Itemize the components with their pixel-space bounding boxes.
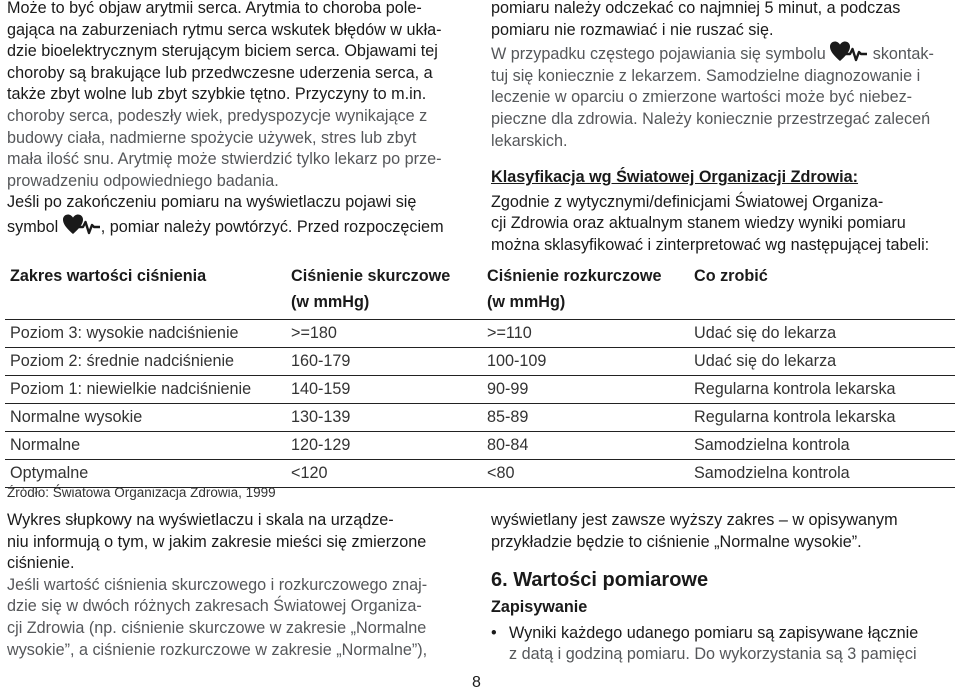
text-fragment: Samodzielne diagnozowanie i bbox=[706, 66, 921, 85]
text-fragment: , pomiar należy powtórzyć. Przed rozpoczęciem bbox=[100, 217, 444, 236]
column-header-systolic: Ciśnienie skurczowe (w mmHg) bbox=[286, 258, 482, 320]
classification-heading: Klasyfikacja wg Światowej Organizacji Zdrowia: bbox=[491, 168, 859, 187]
left-top-column bbox=[7, 0, 477, 239]
cell-range: Poziom 3: wysokie nadciśnienie bbox=[5, 320, 286, 348]
cell-action: Samodzielna kontrola bbox=[689, 432, 955, 460]
cell-diastolic: 85-89 bbox=[482, 404, 689, 432]
table-row bbox=[5, 320, 955, 348]
text-line: dzie się w dwóch różnych zakresach Światowej Organiza- bbox=[7, 597, 422, 616]
text-line: Jeśli wartość ciśnienia skurczowego i rozkurczowego znaj- bbox=[7, 575, 428, 594]
cell-diastolic: 90-99 bbox=[482, 376, 689, 404]
text-line: także zbyt wolne lub zbyt szybkie tętno. Przyczyny to m.in. bbox=[7, 85, 427, 104]
cell-systolic: 160-179 bbox=[286, 348, 482, 376]
text-fragment: skontak- bbox=[872, 45, 934, 64]
left-bottom-column bbox=[7, 510, 477, 661]
heart-arrhythmia-icon bbox=[830, 41, 868, 63]
heart-arrhythmia-icon bbox=[63, 214, 101, 236]
text-line: ciśnienie. bbox=[7, 554, 75, 573]
text-line: Zgodnie z wytycznymi/definicjami Światowej Organiza- bbox=[491, 192, 884, 211]
table-row bbox=[5, 348, 955, 376]
table-source-note: Źródło: Światowa Organizacja Zdrowia, 1999 bbox=[7, 485, 276, 500]
cell-diastolic: <80 bbox=[482, 460, 689, 488]
cell-systolic: 120-129 bbox=[286, 432, 482, 460]
cell-diastolic: 100-109 bbox=[482, 348, 689, 376]
bullet-list bbox=[491, 623, 956, 666]
blood-pressure-classification-table bbox=[5, 258, 955, 488]
cell-range: Optymalne bbox=[5, 460, 286, 488]
text-line: choroby są brakujące lub przedwczesne uderzenia serca, a bbox=[7, 63, 433, 82]
section-title: 6. Wartości pomiarowe bbox=[491, 569, 709, 592]
table-row bbox=[5, 432, 955, 460]
right-bottom-column bbox=[491, 510, 956, 666]
text-line: pieczne dla zdrowia. Należy koniecznie przestrzegać zaleceń bbox=[491, 109, 931, 128]
cell-action: Udać się do lekarza bbox=[689, 320, 955, 348]
text-line: choroby serca, podeszły wiek, predyspozycje wynikające z bbox=[7, 106, 428, 125]
cell-action: Udać się do lekarza bbox=[689, 348, 955, 376]
text-line: • Wyniki każdego udanego pomiaru są zapisywane łącznie bbox=[509, 623, 919, 642]
text-line: pomiaru nie rozmawiać i nie ruszać się. bbox=[491, 20, 774, 39]
text-line: cji Zdrowia (np. ciśnienie skurczowe w zakresie „Normalne bbox=[7, 618, 427, 637]
text-fragment: tuj się koniecznie z lekarzem. bbox=[491, 66, 702, 85]
table-header-row bbox=[5, 258, 955, 320]
text-line: Wykres słupkowy na wyświetlaczu i skala na urządze- bbox=[7, 511, 394, 529]
text-line: leczenie w oparciu o zmierzone wartości może być niebez- bbox=[491, 88, 913, 107]
sub-title: Zapisywanie bbox=[491, 598, 588, 617]
cell-action: Samodzielna kontrola bbox=[689, 460, 955, 488]
text-fragment: symbol bbox=[7, 217, 59, 236]
text-line: cji Zdrowia oraz aktualnym stanem wiedzy wyniki pomiaru bbox=[491, 214, 906, 233]
text-line: prowadzeniu odpowiedniego badania. bbox=[7, 171, 279, 190]
text-line: przykładzie będzie to ciśnienie „Normalne wysokie”. bbox=[491, 532, 862, 551]
page-number: 8 bbox=[472, 674, 481, 691]
list-item bbox=[491, 623, 956, 666]
cell-range: Normalne bbox=[5, 432, 286, 460]
text-line: budowy ciała, nadmierne spożycie używek, stres lub zbyt bbox=[7, 128, 417, 147]
text-line: wyświetlany jest zawsze wyższy zakres – w opisywanym bbox=[491, 511, 898, 529]
cell-systolic: 140-159 bbox=[286, 376, 482, 404]
text-line: niu informują o tym, w jakim zakresie mieści się zmierzone bbox=[7, 532, 427, 551]
cell-action: Regularna kontrola lekarska bbox=[689, 376, 955, 404]
text-line: wysokie”, a ciśnienie rozkurczowe w zakresie „Normalne”), bbox=[7, 640, 428, 659]
text-line: gająca na zaburzeniach rytmu serca wskutek błędów w ukła- bbox=[7, 20, 442, 39]
column-header-action: Co zrobić bbox=[689, 258, 955, 320]
cell-range: Poziom 1: niewielkie nadciśnienie bbox=[5, 376, 286, 404]
cell-diastolic: >=110 bbox=[482, 320, 689, 348]
right-top-column bbox=[491, 0, 956, 257]
table-row bbox=[5, 376, 955, 404]
cell-action: Regularna kontrola lekarska bbox=[689, 404, 955, 432]
text-line: lekarskich. bbox=[491, 131, 568, 150]
table-row bbox=[5, 404, 955, 432]
column-header-diastolic: Ciśnienie rozkurczowe (w mmHg) bbox=[482, 258, 689, 320]
cell-diastolic: 80-84 bbox=[482, 432, 689, 460]
cell-systolic: <120 bbox=[286, 460, 482, 488]
text-line: mała ilość snu. Arytmię może stwierdzić tylko lekarz po prze- bbox=[7, 150, 442, 169]
text-line: można sklasyfikować i zinterpretować wg następującej tabeli: bbox=[491, 235, 930, 254]
text-line: dzie bioelektrycznym sterującym biciem serca. Objawami tej bbox=[7, 42, 438, 61]
table-row bbox=[5, 460, 955, 488]
column-header-range: Zakres wartości ciśnienia bbox=[5, 258, 286, 320]
text-line-with-icon bbox=[7, 214, 477, 239]
text-fragment: W przypadku częstego pojawiania się symbolu bbox=[491, 45, 826, 64]
cell-systolic: >=180 bbox=[286, 320, 482, 348]
cell-range: Poziom 2: średnie nadciśnienie bbox=[5, 348, 286, 376]
text-line: pomiaru należy odczekać co najmniej 5 minut, a podczas bbox=[491, 0, 901, 17]
text-line-with-icon bbox=[491, 41, 956, 66]
text-line: Jeśli po zakończeniu pomiaru na wyświetlaczu pojawi się bbox=[7, 193, 417, 212]
cell-systolic: 130-139 bbox=[286, 404, 482, 432]
text-line: z datą i godziną pomiaru. Do wykorzystania są 3 pamięci bbox=[509, 645, 917, 664]
cell-range: Normalne wysokie bbox=[5, 404, 286, 432]
text-line: Może to być objaw arytmii serca. Arytmia to choroba pole- bbox=[7, 0, 422, 17]
text-line bbox=[491, 66, 956, 88]
